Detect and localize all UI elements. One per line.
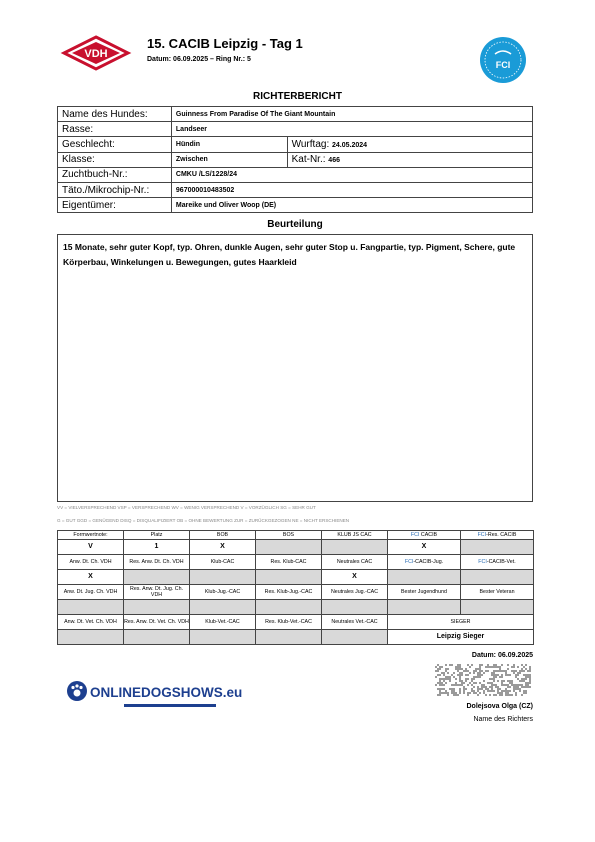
neutrales-cac: Neutrales CAC (322, 555, 388, 570)
vdh-logo (62, 36, 130, 70)
klub-js-cac-label: KLUB JS CAC (322, 531, 388, 540)
klub-cac: Klub-CAC (190, 555, 256, 570)
dog-breed: Landseer (171, 122, 532, 137)
dob-label: Wurftag: (291, 138, 330, 150)
row-sex (58, 137, 533, 152)
row-class (58, 152, 533, 167)
res-cacib-cell (461, 540, 534, 555)
res-klub-cac: Res. Klub-CAC (256, 555, 322, 570)
dog-sex: Hündin (171, 137, 287, 152)
name-label: Name des Hundes: (58, 107, 172, 122)
res-cacib-label: FCI-Res. CACIB (461, 531, 534, 540)
bester-veteran: Bester Veteran (461, 585, 534, 600)
bester-jugendhund: Bester Jugendhund (388, 585, 461, 600)
klub-vet-cac: Klub-Vet.-CAC (190, 615, 256, 630)
platz-value: 1 (124, 540, 190, 555)
qr-code-icon (435, 664, 531, 696)
dog-info-table (57, 106, 533, 213)
res-anw-vet: Res. Anw. Dt. Vet. Ch. VDH (124, 615, 190, 630)
neutrales-mark: X (322, 570, 388, 585)
res-klub-jug-cac: Res. Klub-Jug.-CAC (256, 585, 322, 600)
dog-owner: Mareike und Oliver Woop (DE) (171, 198, 532, 213)
cat-label: Kat-Nr.: (291, 154, 326, 166)
bob-mark: X (190, 540, 256, 555)
anw-vet: Anw. Dt. Vet. Ch. VDH (58, 615, 124, 630)
neutrales-vet-cac: Neutrales Vet.-CAC (322, 615, 388, 630)
row-chip (58, 182, 533, 197)
studbook-label: Zuchtbuch-Nr.: (58, 167, 172, 182)
sieger-label: SIEGER (388, 615, 534, 630)
row-studbook (58, 167, 533, 182)
fci-logo-text: FCI (495, 60, 511, 70)
formwert-label: Formwertnote: (58, 531, 124, 540)
dob-cell (287, 137, 532, 152)
dog-name: Guinness From Paradise Of The Giant Mountain (171, 107, 532, 122)
vdh-logo-text: VDH (84, 48, 108, 60)
cacib-jug: FCI-CACIB-Jug. (388, 555, 461, 570)
footer-date: Datum: 06.09.2025 (471, 652, 533, 659)
cat-cell (287, 152, 532, 167)
ods-logo-text: ONLINEDOGSHOWS.eu (90, 685, 243, 700)
res-klub-vet-cac: Res. Klub-Vet.-CAC (256, 615, 322, 630)
klub-js-cac-cell (322, 540, 388, 555)
grades-row-vet-marks (58, 630, 534, 645)
page-title: 15. CACIB Leipzig - Tag 1 (147, 36, 303, 51)
cacib-mark: X (388, 540, 461, 555)
assessment-box (57, 234, 533, 502)
onlinedogshows-logo (66, 678, 243, 712)
grades-row-vet (58, 615, 534, 630)
row-owner (58, 198, 533, 213)
judge-caption: Name des Richters (473, 716, 533, 723)
grades-header-row (58, 531, 534, 540)
dog-dob: 24.05.2024 (332, 141, 368, 149)
dog-cat: 466 (328, 157, 340, 165)
grades-row-anw (58, 555, 534, 570)
judge-name: Dolejsova Olga (CZ) (466, 703, 533, 710)
dog-studbook: CMKU /LS/1228/24 (171, 167, 532, 182)
bos-cell (256, 540, 322, 555)
report-title: RICHTERBERICHT (253, 91, 342, 102)
bob-label: BOB (190, 531, 256, 540)
klub-jug-cac: Klub-Jug.-CAC (190, 585, 256, 600)
show-date-ring: Datum: 06.09.2025 – Ring Nr.: 5 (147, 56, 251, 63)
sieger-value: Leipzig Sieger (388, 630, 534, 645)
class-label: Klasse: (58, 152, 172, 167)
chip-label: Täto./Mikrochip-Nr.: (58, 182, 172, 197)
res-anw-dt-ch: Res. Anw. Dt. Ch. VDH (124, 555, 190, 570)
res-anw-jug: Res. Anw. Dt. Jug. Ch. VDH (124, 585, 190, 600)
anw-dt-ch: Anw. Dt. Ch. VDH (58, 555, 124, 570)
grades-row-anw-marks (58, 570, 534, 585)
grades-values-row (58, 540, 534, 555)
sex-label: Geschlecht: (58, 137, 172, 152)
dog-chip: 967000010483502 (171, 182, 532, 197)
cacib-vet: FCI-CACIB-Vet. (461, 555, 534, 570)
bos-label: BOS (256, 531, 322, 540)
breed-label: Rasse: (58, 122, 172, 137)
row-name (58, 107, 533, 122)
fci-logo (479, 36, 527, 84)
grades-row-jug (58, 585, 534, 600)
dog-class: Zwischen (171, 152, 287, 167)
owner-label: Eigentümer: (58, 198, 172, 213)
platz-label: Platz (124, 531, 190, 540)
anw-mark: X (58, 570, 124, 585)
cacib-label: FCI CACIB (388, 531, 461, 540)
anw-jug: Anw. Dt. Jug. Ch. VDH (58, 585, 124, 600)
grades-row-jug-marks (58, 600, 534, 615)
legend-line-1: VV = VIELVERSPRECHEND VSP = VERSPRECHEND WV = WENIG VERSPRECHEND V = VORZÜGLICH SG = SEHR GUT (57, 505, 316, 510)
grades-table (57, 530, 534, 645)
row-breed (58, 122, 533, 137)
assessment-heading: Beurteilung (267, 219, 323, 230)
legend-line-2: G = GUT GGD = GENÜGEND DISQ = DISQUALIFIZIERT OB = OHNE BEWERTUNG ZUR = ZURÜCKGEZOGEN NE = NICHT ERSCHIENEN (57, 518, 350, 523)
assessment-text: 15 Monate, sehr guter Kopf, typ. Ohren, dunkle Augen, sehr guter Stop u. Fangpartie, typ. Pigment, Schere, gute Körperbau, Winkelungen u. Bewegungen, gutes Haarkleid (63, 242, 516, 267)
neutrales-jug-cac: Neutrales Jug.-CAC (322, 585, 388, 600)
formwert-value: V (58, 540, 124, 555)
